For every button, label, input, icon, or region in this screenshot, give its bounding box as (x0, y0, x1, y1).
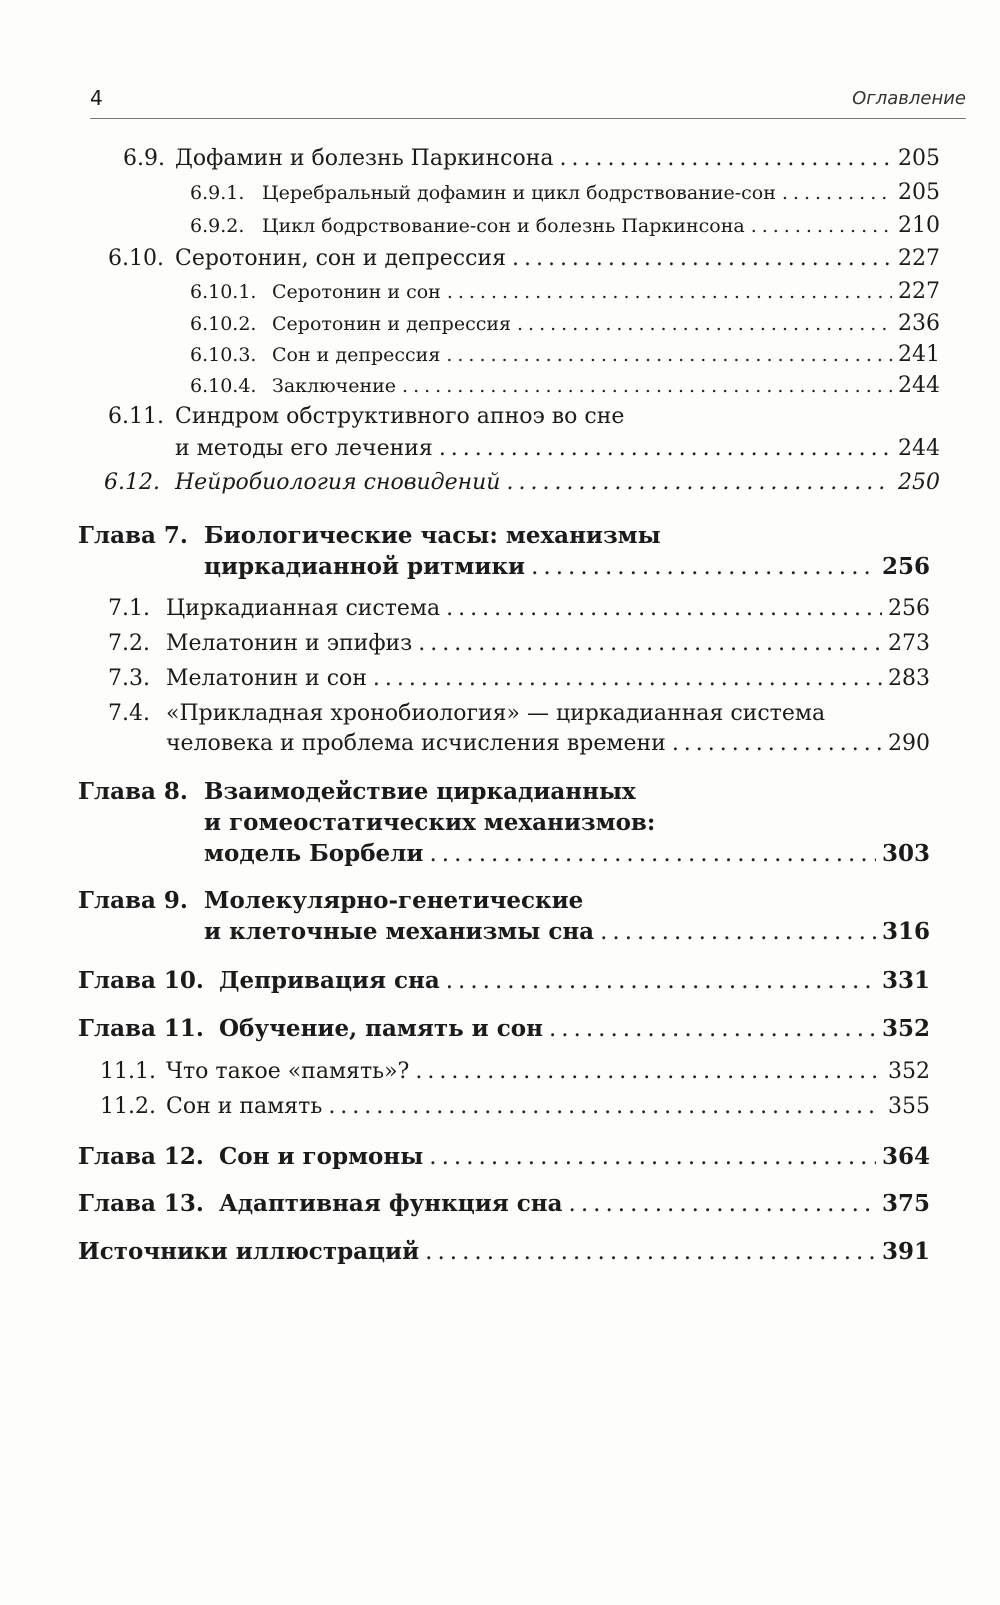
leader-dots (402, 375, 892, 397)
toc-entry[interactable] (190, 213, 940, 238)
section-title-line1: Синдром обструктивного апноэ во сне (175, 404, 625, 429)
chapter-title-line2: и клеточные механизмы сна (204, 918, 595, 945)
leader-dots (531, 554, 876, 580)
leader-dots (517, 313, 892, 335)
page-ref: 241 (898, 342, 940, 367)
leader-dots (549, 1016, 876, 1042)
leader-dots (418, 631, 882, 656)
page-ref: 256 (881, 553, 930, 580)
leader-dots (600, 919, 876, 945)
leader-dots (373, 666, 882, 691)
page-ref: 210 (898, 213, 940, 238)
running-title: Оглавление (852, 88, 966, 109)
section-title: Мелатонин и сон (166, 666, 367, 691)
page-ref: 331 (881, 967, 930, 994)
page-ref: 352 (881, 1015, 930, 1042)
section-number: 7.3. (108, 666, 150, 691)
leader-dots (446, 596, 882, 621)
toc-entry[interactable] (100, 1094, 930, 1119)
section-title: Серотонин, сон и депрессия (175, 246, 506, 271)
toc-entry[interactable] (108, 404, 940, 429)
section-number: 6.10.1. (190, 281, 257, 303)
leader-dots (672, 731, 882, 756)
page-ref: 375 (881, 1190, 930, 1217)
page-ref: 227 (898, 279, 940, 304)
page-ref: 205 (898, 180, 940, 205)
section-number: 11.2. (100, 1094, 156, 1119)
leader-dots (446, 344, 892, 366)
chapter-entry[interactable] (78, 1238, 930, 1265)
page-ref: 273 (888, 631, 930, 656)
toc-entry[interactable] (108, 596, 930, 621)
section-title: Мелатонин и эпифиз (166, 631, 413, 656)
chapter-entry[interactable] (78, 967, 930, 994)
chapter-title: Адаптивная функция сна (219, 1190, 563, 1217)
leader-dots (328, 1094, 882, 1119)
toc-entry[interactable] (108, 246, 940, 271)
leader-dots (751, 215, 892, 237)
toc-entry[interactable] (108, 631, 930, 656)
page-ref: 244 (898, 436, 940, 461)
toc-entry-continuation[interactable] (166, 731, 930, 756)
toc-entry[interactable] (190, 373, 940, 398)
toc-entry[interactable] (100, 1059, 930, 1084)
section-title: Сон и память (166, 1094, 323, 1119)
toc-entry[interactable] (123, 146, 940, 171)
chapter-title-line2: и гомеостатических механизмов: (204, 809, 656, 836)
section-number: 6.12. (104, 470, 160, 495)
leader-dots (425, 1239, 876, 1265)
leader-dots (415, 1059, 882, 1084)
toc-entry[interactable] (108, 701, 930, 726)
chapter-title-line1: Молекулярно-генетические (204, 887, 584, 914)
leader-dots (512, 246, 892, 271)
chapter-title-line1: Взаимодействие циркадианных (204, 778, 636, 805)
section-title: Циркадианная система (166, 596, 441, 621)
chapter-label: Глава 11. (78, 1015, 204, 1042)
chapter-entry[interactable] (78, 522, 930, 549)
page-ref: 303 (881, 840, 930, 867)
section-number: 6.10.2. (190, 313, 257, 335)
section-title-line1: «Прикладная хронобиология» — циркадианная система (166, 701, 826, 726)
page-ref: 244 (898, 373, 940, 398)
chapter-entry[interactable] (78, 1190, 930, 1217)
chapter-title-line2: циркадианной ритмики (204, 553, 526, 580)
chapter-label: Глава 10. (78, 967, 204, 994)
toc-entry-continuation[interactable] (175, 436, 940, 461)
section-title: Сон и депрессия (272, 344, 441, 366)
section-number: 7.2. (108, 631, 150, 656)
toc-entry[interactable] (104, 470, 940, 495)
section-number: 6.11. (108, 404, 164, 429)
section-number: 6.10. (108, 246, 164, 271)
page-ref: 205 (898, 146, 940, 171)
chapter-label: Глава 8. (78, 778, 188, 805)
page-ref: 364 (881, 1143, 930, 1170)
chapter-entry[interactable] (78, 887, 930, 914)
page-ref: 236 (898, 311, 940, 336)
chapter-entry-continuation[interactable] (204, 840, 930, 867)
section-title: Цикл бодрствование-сон и болезнь Паркинсона (262, 215, 745, 237)
chapter-entry-continuation[interactable] (204, 553, 930, 580)
chapter-label: Глава 12. (78, 1143, 204, 1170)
leader-dots (429, 1144, 876, 1170)
chapter-title: Обучение, память и сон (219, 1015, 543, 1042)
page-ref: 316 (881, 918, 930, 945)
chapter-entry-continuation[interactable] (204, 918, 930, 945)
leader-dots (439, 436, 892, 461)
section-number: 6.9.2. (190, 215, 245, 237)
section-number: 7.1. (108, 596, 150, 621)
toc-entry[interactable] (190, 342, 940, 367)
section-title: Серотонин и депрессия (272, 313, 512, 335)
chapter-label: Глава 7. (78, 522, 188, 549)
section-number: 6.10.4. (190, 375, 257, 397)
toc-entry[interactable] (108, 666, 930, 691)
section-number: 6.9. (123, 146, 165, 171)
section-title: Что такое «память»? (166, 1059, 410, 1084)
section-title: Церебральный дофамин и цикл бодрствование-сон (262, 182, 776, 204)
chapter-title: Депривация сна (219, 967, 440, 994)
chapter-title-line3: модель Борбели (204, 840, 424, 867)
toc-entry[interactable] (190, 311, 940, 336)
leader-dots (782, 182, 892, 204)
section-title: Серотонин и сон (272, 281, 441, 303)
chapter-entry[interactable] (78, 778, 930, 805)
leader-dots (569, 1191, 876, 1217)
chapter-entry[interactable] (78, 1015, 930, 1042)
leader-dots (506, 470, 892, 495)
chapter-label: Глава 9. (78, 887, 188, 914)
leader-dots (447, 281, 892, 303)
section-title-line2: и методы его лечения (175, 436, 433, 461)
leader-dots (429, 841, 876, 867)
section-number: 11.1. (100, 1059, 156, 1084)
chapter-entry-continuation[interactable] (204, 809, 930, 836)
section-title: Дофамин и болезнь Паркинсона (175, 146, 554, 171)
page-number: 4 (90, 86, 103, 110)
chapter-title-line1: Биологические часы: механизмы (204, 522, 661, 549)
section-number: 6.9.1. (190, 182, 245, 204)
toc-entry[interactable] (190, 180, 940, 205)
chapter-title: Источники иллюстраций (78, 1238, 420, 1265)
page-ref: 283 (888, 666, 930, 691)
chapter-entry[interactable] (78, 1143, 930, 1170)
section-title: Заключение (272, 375, 397, 397)
page-ref: 391 (881, 1238, 930, 1265)
page-ref: 250 (898, 470, 940, 495)
page-ref: 352 (888, 1059, 930, 1084)
leader-dots (559, 146, 892, 171)
page-ref: 355 (888, 1094, 930, 1119)
chapter-label: Глава 13. (78, 1190, 204, 1217)
page-ref: 256 (888, 596, 930, 621)
section-title-line2: человека и проблема исчисления времени (166, 731, 666, 756)
toc-entry[interactable] (190, 279, 940, 304)
chapter-title: Сон и гормоны (219, 1143, 424, 1170)
leader-dots (446, 968, 876, 994)
section-number: 7.4. (108, 701, 150, 726)
page-ref: 290 (888, 731, 930, 756)
section-number: 6.10.3. (190, 344, 257, 366)
section-title: Нейробиология сновидений (175, 470, 501, 495)
page-ref: 227 (898, 246, 940, 271)
running-header (90, 86, 966, 119)
